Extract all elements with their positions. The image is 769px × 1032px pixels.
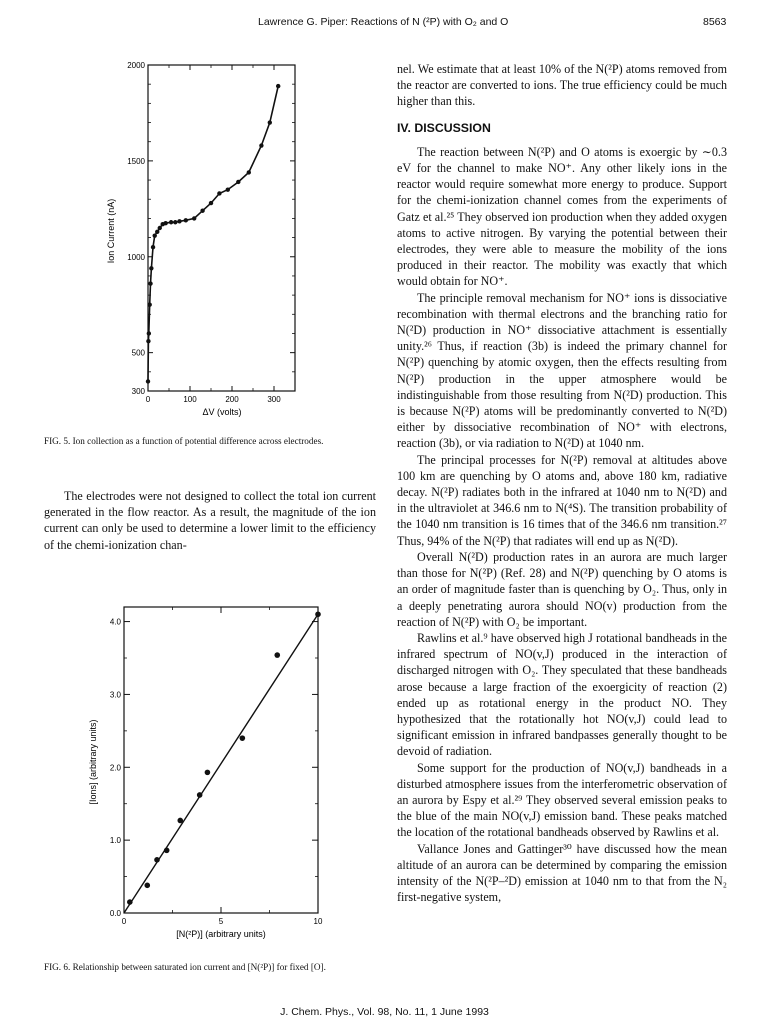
fig6-data-point xyxy=(154,857,160,863)
fig5-data-point xyxy=(259,143,263,147)
paragraph: Overall N(²D) production rates in an aurora are much larger than those for N(²P) (Ref. 28) and N(²P) quenching by O atoms is an order of magnitude faster than is quenching by O₂. Thus, only in a deeply penetrating aurora should NO(v) production from the reaction of N(²P) with O₂ be important. xyxy=(397,549,727,629)
fig5-data-point xyxy=(147,331,151,335)
fig5-data-point xyxy=(226,187,230,191)
fig5-chart xyxy=(100,55,310,425)
fig5-data-point xyxy=(147,303,151,307)
fig6-ytick-label: 2.0 xyxy=(109,763,121,773)
fig6-fit-line xyxy=(124,614,318,913)
fig6-data-point xyxy=(315,611,321,617)
fig5-data-point xyxy=(148,281,152,285)
fig6-data-point xyxy=(177,818,183,824)
fig5-data-point xyxy=(173,220,177,224)
fig5-data-point xyxy=(177,219,181,223)
fig6-xtick-label: 0 xyxy=(121,917,127,926)
fig6-ytick-label: 0.0 xyxy=(109,909,121,918)
fig5-data-point xyxy=(155,230,159,234)
fig6-chart xyxy=(82,600,332,945)
fig5-ylabel: Ion Current (nA) xyxy=(106,198,116,264)
fig6-data-point xyxy=(274,652,280,658)
paragraph: The principal processes for N(²P) removal at altitudes above 100 km are quenching by O atoms and, above 180 km, radiative decay. N(²P) radiates both in the infrared at 1040 nm to N(²D) and in the ultraviolet at 346.6 nm to N(⁴S). The transition probability of the 1040 nm transition is 16 times that of the 346.6 nm transition.²⁷ Thus, 94% of the N(²P) that radiates will end up as N(²D). xyxy=(397,452,727,548)
fig5-data-point xyxy=(247,170,251,174)
fig5-ytick-label: 1500 xyxy=(127,156,145,166)
fig5-ytick-label: 1000 xyxy=(127,252,145,262)
fig5-data-point xyxy=(163,221,167,225)
paragraph: Vallance Jones and Gattinger³⁰ have discussed how the mean altitude of an aurora can be determined by comparing the emission intensity of the N(²P–²D) emission at 1040 nm to that from the N₂ first-negative system, xyxy=(397,841,727,905)
right-column xyxy=(397,61,727,905)
left-body-paragraph: The electrodes were not designed to collect the total ion current generated in the flow reactor. As a result, the magnitude of the ion current can only be used to determine a lower limit to the efficiency of the chemi-ionization chan- xyxy=(44,489,376,552)
fig5-ytick-label: 300 xyxy=(131,387,145,396)
paragraph: The principle removal mechanism for NO⁺ ions is dissociative recombination with thermal electrons and the branching ratio for N(²D) production in NO⁺ dissociative attachment is essentially unity.²⁶ Thus, if reaction (3b) is indeed the primary channel for N(²P) quenching by atomic oxygen, then the effects resulting from N(²P) production in the upper atmosphere would be indistinguishable from those resulting from N(²D) production. This is because N(²P) atoms will be predominantly converted to N(²D) either by dissociative recombination of NO⁺ with electrons, reaction (3b), or via radiation to N(²D) at 1040 nm. xyxy=(397,290,727,451)
fig5-data-point xyxy=(268,120,272,124)
fig6-ytick-label: 3.0 xyxy=(109,690,121,700)
paragraph: The reaction between N(²P) and O atoms is exoergic by ∼0.3 eV for the channel to make NO⁺. Any other likely ions in the reactor would require somewhat more energy to produce. Support for the chemi-ionization channel comes from the experiments of Gatz et al.²⁵ They observed ion production when they added oxygen atoms to active nitrogen. By varying the potential between their electrodes, they were able to measure the mobility of the ions produced in their reactor. The mobility was exactly that which would obtain for NO⁺. xyxy=(397,144,727,289)
header-title: Lawrence G. Piper: Reactions of N (²P) with O₂ and O xyxy=(258,16,509,28)
fig6-data-point xyxy=(240,735,246,741)
fig6-xtick-label: 5 xyxy=(218,917,224,926)
fig5-data-point xyxy=(276,84,280,88)
fig5-data-point xyxy=(151,245,155,249)
fig5-data-point xyxy=(209,201,213,205)
paragraph: Rawlins et al.⁹ have observed high J rotational bandheads in the infrared spectrum of NO(v,J) produced in the interaction of discharged nitrogen with O₂. They speculated that these bandheads arose because a large fraction of the exoergicity of reaction (2) ended up as rotational energy in the product NO. They hypothesized that the rotationally hot NO(v,J) could lead to significant emission in infrared bandpasses generally thought to be devoid of radiation. xyxy=(397,630,727,759)
fig5-xtick-label: 0 xyxy=(145,395,151,404)
fig5-data-point xyxy=(200,209,204,213)
fig6-ytick-label: 4.0 xyxy=(109,617,121,627)
fig5-data-point xyxy=(149,266,153,270)
fig5-xtick-label: 100 xyxy=(183,395,197,404)
fig6-caption: FIG. 6. Relationship between saturated ion current and [N(²P)] for fixed [O]. xyxy=(44,962,326,972)
page-number: 8563 xyxy=(703,16,727,28)
fig6-xtick-label: 10 xyxy=(313,917,323,926)
fig5-data-point xyxy=(146,379,150,383)
fig5-data-point xyxy=(158,226,162,230)
fig6-data-point xyxy=(127,899,133,905)
fig5-caption: FIG. 5. Ion collection as a function of potential difference across electrodes. xyxy=(44,436,324,446)
fig5-xtick-label: 200 xyxy=(225,395,239,404)
running-footer: J. Chem. Phys., Vol. 98, No. 11, 1 June 1993 xyxy=(280,1006,489,1018)
paragraph: nel. We estimate that at least 10% of the N(²P) atoms removed from the reactor are converted to ions. The true efficiency could be much higher than this. xyxy=(397,62,727,109)
fig5-xtick-label: 300 xyxy=(267,395,281,404)
fig6-ylabel: [Ions] (arbitrary units) xyxy=(88,719,98,805)
paragraph: Some support for the production of NO(v,J) bandheads in a disturbed atmosphere issues from the interferometric observation of an aurora by Espy et al.²⁹ They observed several emission peaks to the blue of the main NO(v,J) emission band. These peaks matched the location of the rotational bandheads observed by Rawlins et al. xyxy=(397,760,727,840)
running-header xyxy=(0,16,769,30)
fig6-data-point xyxy=(197,792,203,798)
fig5-xlabel: ΔV (volts) xyxy=(202,407,242,417)
fig5-curve xyxy=(148,86,278,381)
fig6-ytick-label: 1.0 xyxy=(109,836,121,846)
fig5-data-point xyxy=(146,339,150,343)
fig6-data-point xyxy=(205,770,211,776)
section-heading: IV. DISCUSSION xyxy=(397,120,491,135)
fig6-data-point xyxy=(144,883,150,889)
fig5-ytick-label: 500 xyxy=(131,348,145,358)
fig6-xlabel: [N(²P)] (arbitrary units) xyxy=(176,929,266,939)
fig5-data-point xyxy=(184,218,188,222)
fig5-ytick-label: 2000 xyxy=(127,61,145,70)
fig5-data-point xyxy=(217,191,221,195)
fig6-data-point xyxy=(164,848,170,854)
fig5-data-point xyxy=(192,216,196,220)
fig5-data-point xyxy=(236,180,240,184)
fig5-data-point xyxy=(169,220,173,224)
fig5-data-point xyxy=(153,233,157,237)
